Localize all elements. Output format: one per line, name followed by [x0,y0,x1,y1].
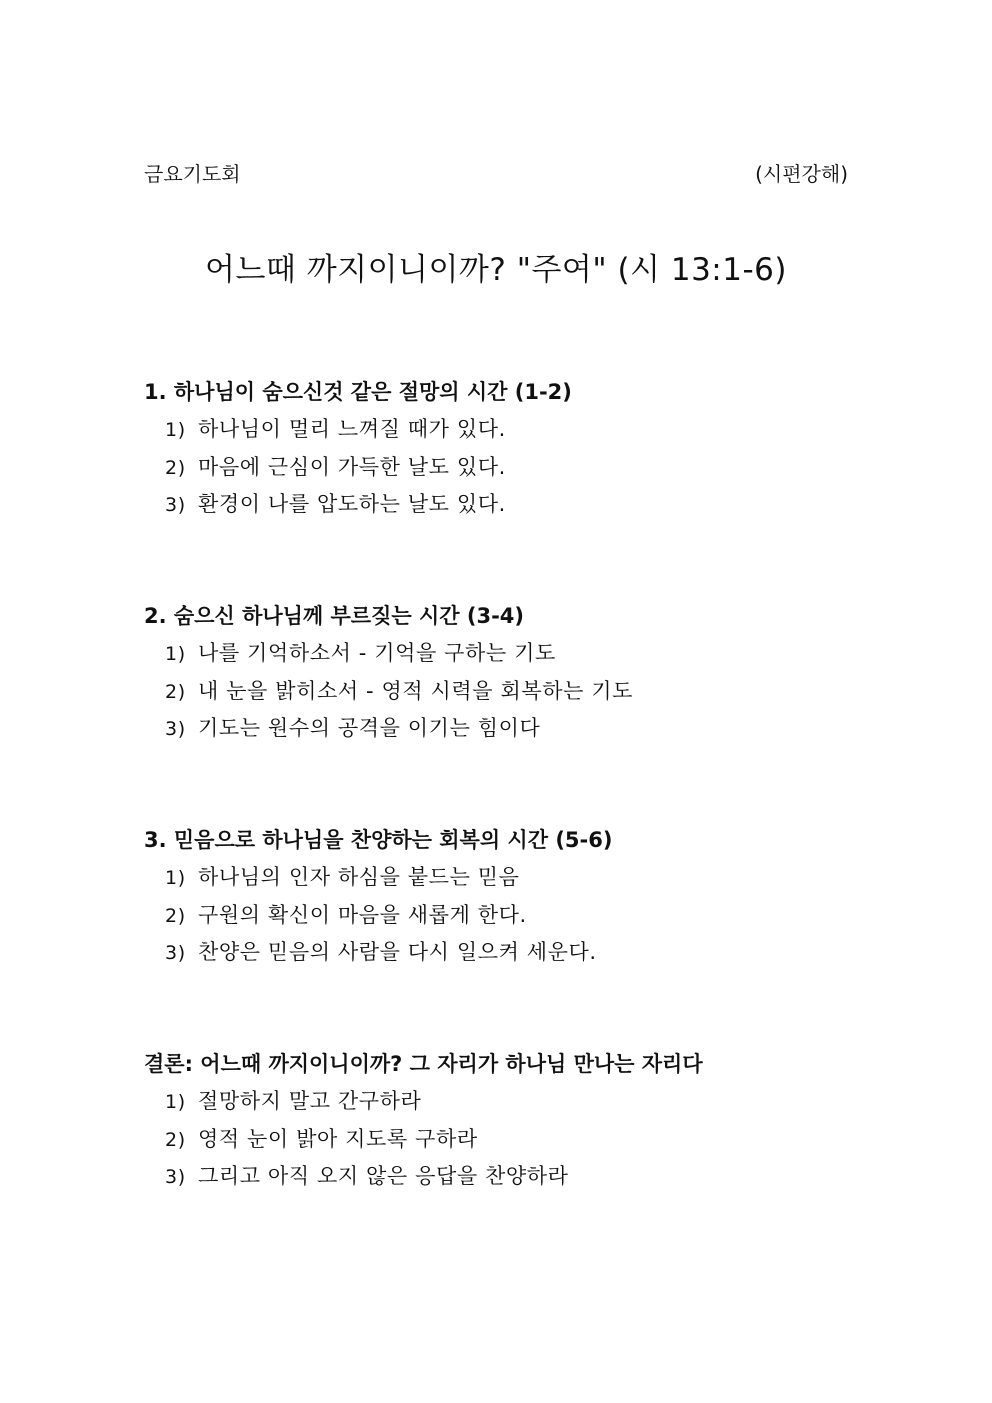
list-item [144,638,902,676]
item-number: 3) [165,1166,186,1188]
item-text: 그리고 아직 오지 않은 응답을 찬양하라 [198,1164,569,1188]
item-number: 3) [165,494,186,516]
list-item [144,713,902,751]
outline-section-1 [144,377,902,527]
item-text: 하나님이 멀리 느껴질 때가 있다. [198,417,506,441]
list-item [144,862,902,900]
list-item [144,676,902,714]
item-text: 내 눈을 밝히소서 - 영적 시력을 회복하는 기도 [198,678,634,703]
item-text: 영적 눈이 밝아 지도록 구하라 [198,1126,478,1151]
list-item [144,414,902,452]
list-item [144,937,902,975]
item-number: 3) [165,718,186,740]
document-header [144,160,848,188]
item-text: 기도는 원수의 공격을 이기는 힘이다 [198,716,541,740]
section-heading: 3. 믿음으로 하나님을 찬양하는 회복의 시간 (5-6) [144,828,613,852]
list-item [144,900,902,938]
list-item [144,489,902,527]
item-number: 1) [165,419,186,441]
item-text: 찬양은 믿음의 사람을 다시 일으켜 세운다. [198,940,597,964]
item-number: 1) [165,643,186,665]
header-right-label: (시편강해) [755,162,848,186]
list-item [144,452,902,490]
section-heading: 결론: 어느때 까지이니이까? 그 자리가 하나님 만나는 자리다 [144,1052,703,1076]
list-item [144,1124,902,1162]
item-text: 마음에 근심이 가득한 날도 있다. [198,454,506,479]
item-number: 2) [165,904,186,927]
item-text: 구원의 확신이 마음을 새롭게 한다. [198,902,527,927]
item-text: 나를 기억하소서 - 기억을 구하는 기도 [198,641,556,665]
section-heading: 1. 하나님이 숨으신것 같은 절망의 시간 (1-2) [144,380,572,404]
item-text: 하나님의 인자 하심을 붙드는 믿음 [198,865,520,889]
header-left-label: 금요기도회 [144,162,241,186]
outline-section-3 [144,825,902,975]
item-text: 환경이 나를 압도하는 날도 있다. [198,492,506,516]
item-number: 2) [165,456,186,479]
item-number: 1) [165,867,186,889]
outline-section-conclusion [144,1049,902,1199]
list-item [144,1161,902,1199]
item-number: 2) [165,1128,186,1151]
item-number: 1) [165,1091,186,1113]
document-title: 어느때 까지이니이까? "주여" (시 13:1-6) [205,252,787,288]
item-text: 절망하지 말고 간구하라 [198,1089,422,1113]
item-number: 3) [165,942,186,964]
section-heading: 2. 숨으신 하나님께 부르짖는 시간 (3-4) [144,604,524,628]
outline-section-2 [144,601,902,751]
list-item [144,1086,902,1124]
item-number: 2) [165,680,186,703]
